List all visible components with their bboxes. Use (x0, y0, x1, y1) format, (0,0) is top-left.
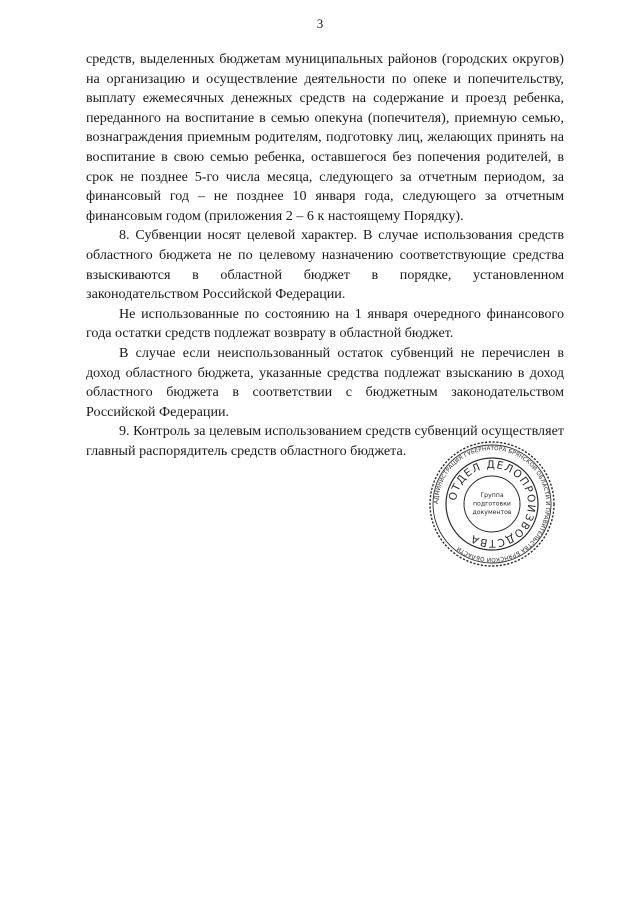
paragraph-recovery: В случае если неиспользованный остаток субвенций не перечислен в доход областного бюджета, указанные средства подлежат взысканию в доход областного бюджета в соответствии с бюджетным законодательством Российской Федерации. (86, 344, 564, 420)
official-stamp (428, 440, 556, 568)
document-body (86, 50, 564, 461)
paragraph-item-9: 9. Контроль за целевым использованием средств субвенций осуществляет главный распорядитель средств областного бюджета. (86, 423, 564, 459)
stamp-center-line-2: подготовки (473, 500, 511, 508)
paragraph-item-8: 8. Субвенции носят целевой характер. В случае использования средств областного бюджета не по целевому назначению соответствующие средства взыскиваются в областной бюджет в порядке, установленном законодательством Российской Федерации. (86, 227, 564, 303)
paragraph-unused-balances: Не использованные по состоянию на 1 января очередного финансового года остатки средств подлежат возврату в областной бюджет. (86, 305, 564, 342)
stamp-outer-text: АДМИНИСТРАЦИЯ ГУБЕРНАТОРА БРЯНСКОЙ ОБЛАСТИ И ПРАВИТЕЛЬСТВА БРЯНСКОЙ ОБЛАСТИ (433, 445, 551, 563)
stamp-center-line-1: Группа (480, 492, 504, 499)
stamp-seal-icon (428, 440, 556, 568)
stamp-center-line-3: документов (472, 509, 512, 516)
page-number: 3 (316, 16, 324, 31)
stamp-inner-text: ОТДЕЛ ДЕЛОПРОИЗВОДСТВА (447, 458, 538, 550)
paragraph-continuation: средств, выделенных бюджетам муниципальных районов (городских округов) на организацию и осуществление деятельности по опеке и попечительству, выплату ежемесячных денежных средств на содержание и проезд ребенка, переданного на воспитание в семью опекуна (попечителя), приемную семью, вознаграждения приемным родителям, подготовку лиц, желающих принять на воспитание в свою семью ребенка, оставшегося без попечения родителей, в срок не позднее 5-го числа месяца, следующего за отчетным периодом, за финансовый год – не позднее 10 января года, следующего за отчетным финансовым годом (приложения 2 – 6 к настоящему Порядку). (86, 51, 564, 224)
